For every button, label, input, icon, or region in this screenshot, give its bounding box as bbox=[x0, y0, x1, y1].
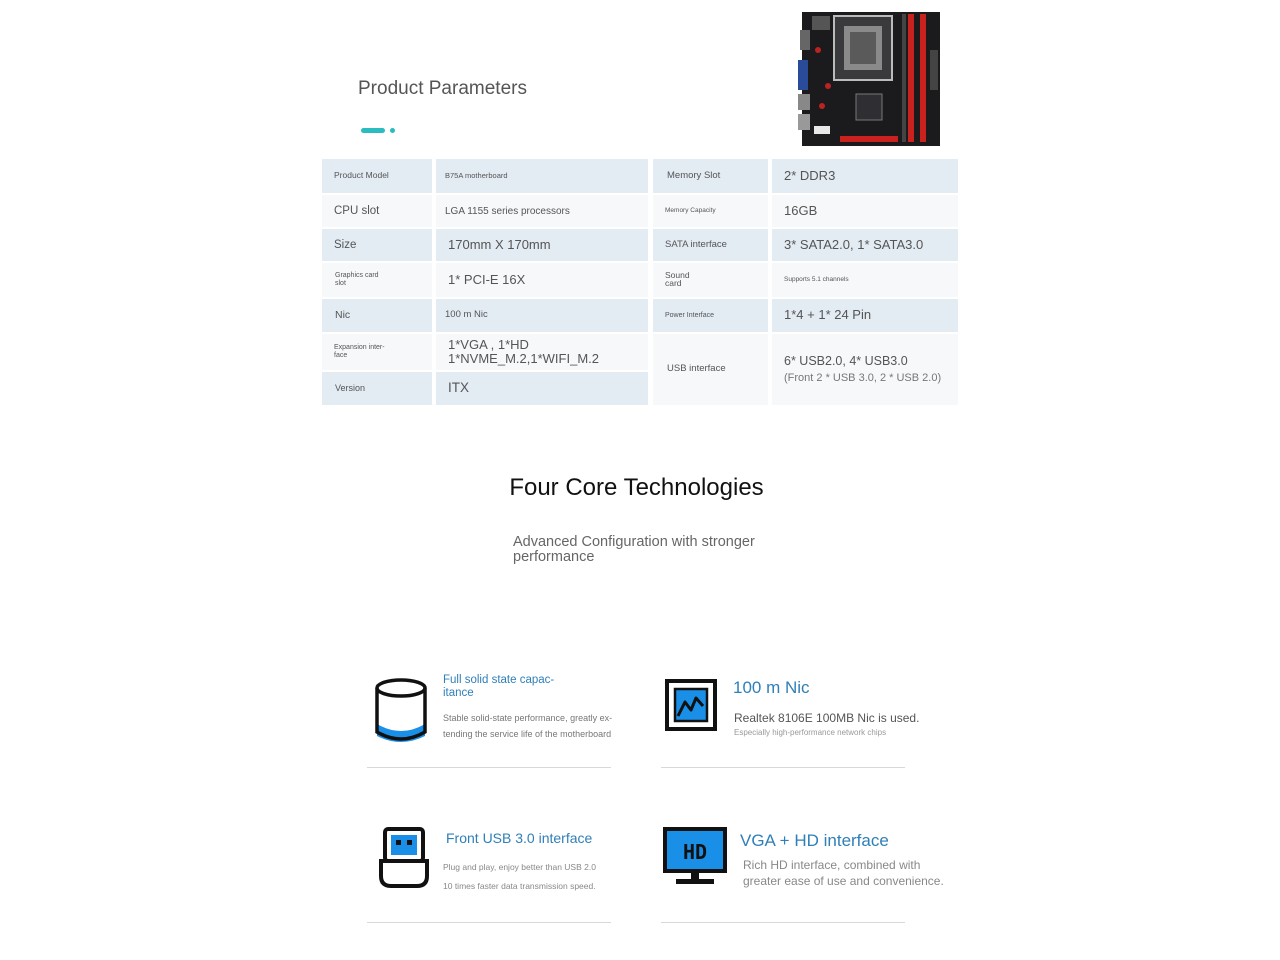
graphics-slot-label: Graphics card slot bbox=[322, 263, 432, 297]
cpu-slot-label: CPU slot bbox=[322, 195, 432, 227]
sata-value: 3* SATA2.0, 1* SATA3.0 bbox=[772, 229, 958, 261]
expansion-label: Expansion inter- face bbox=[322, 334, 432, 370]
product-model-value: B75A motherboard bbox=[436, 159, 648, 193]
feature-divider bbox=[367, 922, 611, 923]
feature-nic-description: Realtek 8106E 100MB Nic is used. bbox=[734, 711, 920, 725]
size-label: Size bbox=[322, 229, 432, 261]
usb-interface-label: USB interface bbox=[653, 334, 768, 405]
sound-card-label: Sound card bbox=[653, 263, 768, 297]
motherboard-image bbox=[798, 10, 944, 148]
feature-vga-hd-title: VGA + HD interface bbox=[740, 831, 889, 850]
memory-capacity-value: 16GB bbox=[772, 195, 958, 227]
feature-nic-subdescription: Especially high-performance network chips bbox=[734, 728, 887, 737]
core-technologies-subtitle: Advanced Configuration with stronger performance bbox=[513, 534, 755, 566]
feature-usb-title: Front USB 3.0 interface bbox=[446, 830, 593, 846]
feature-capacitance-title: Full solid state capac- itance bbox=[443, 674, 555, 699]
nic-value: 100 m Nic bbox=[436, 299, 648, 332]
feature-divider bbox=[661, 922, 905, 923]
feature-usb-description: Plug and play, enjoy better than USB 2.0 10 times faster data transmission speed. bbox=[443, 862, 596, 891]
hd-icon-label: HD bbox=[682, 840, 708, 864]
sata-label: SATA interface bbox=[653, 229, 768, 261]
product-model-label: Product Model bbox=[322, 159, 432, 193]
hd-monitor-icon bbox=[662, 826, 728, 888]
memory-slot-value: 2* DDR3 bbox=[772, 159, 958, 193]
graphics-slot-value: 1* PCI-E 16X bbox=[436, 263, 648, 297]
size-value: 170mm X 170mm bbox=[436, 229, 648, 261]
power-interface-label: Power Interface bbox=[653, 299, 768, 332]
feature-divider bbox=[661, 767, 905, 768]
feature-nic-title: 100 m Nic bbox=[733, 678, 810, 697]
feature-capacitance-description: Stable solid-state performance, greatly ex- tending the service life of the motherboard bbox=[443, 713, 613, 739]
version-label: Version bbox=[322, 372, 432, 405]
capacitor-icon bbox=[372, 676, 430, 744]
cpu-slot-value: LGA 1155 series processors bbox=[436, 195, 648, 227]
section-title: Product Parameters bbox=[358, 78, 527, 99]
memory-capacity-label: Memory Capacity bbox=[653, 195, 768, 227]
network-monitor-icon bbox=[664, 678, 720, 734]
usb-icon bbox=[377, 826, 431, 890]
feature-divider bbox=[367, 767, 611, 768]
nic-label: Nic bbox=[322, 299, 432, 332]
expansion-value: 1*VGA , 1*HD 1*NVME_M.2,1*WIFI_M.2 bbox=[436, 334, 648, 370]
feature-vga-hd-description: Rich HD interface, combined with greater ease of use and convenience. bbox=[743, 858, 944, 888]
sound-card-value: Supports 5.1 channels bbox=[772, 263, 958, 297]
memory-slot-label: Memory Slot bbox=[653, 159, 768, 193]
usb-interface-value: 6* USB2.0, 4* USB3.0 (Front 2 * USB 3.0, 2 * USB 2.0) bbox=[772, 334, 958, 405]
core-technologies-title: Four Core Technologies bbox=[509, 474, 764, 501]
power-interface-value: 1*4 + 1* 24 Pin bbox=[772, 299, 958, 332]
version-value: ITX bbox=[436, 372, 648, 405]
